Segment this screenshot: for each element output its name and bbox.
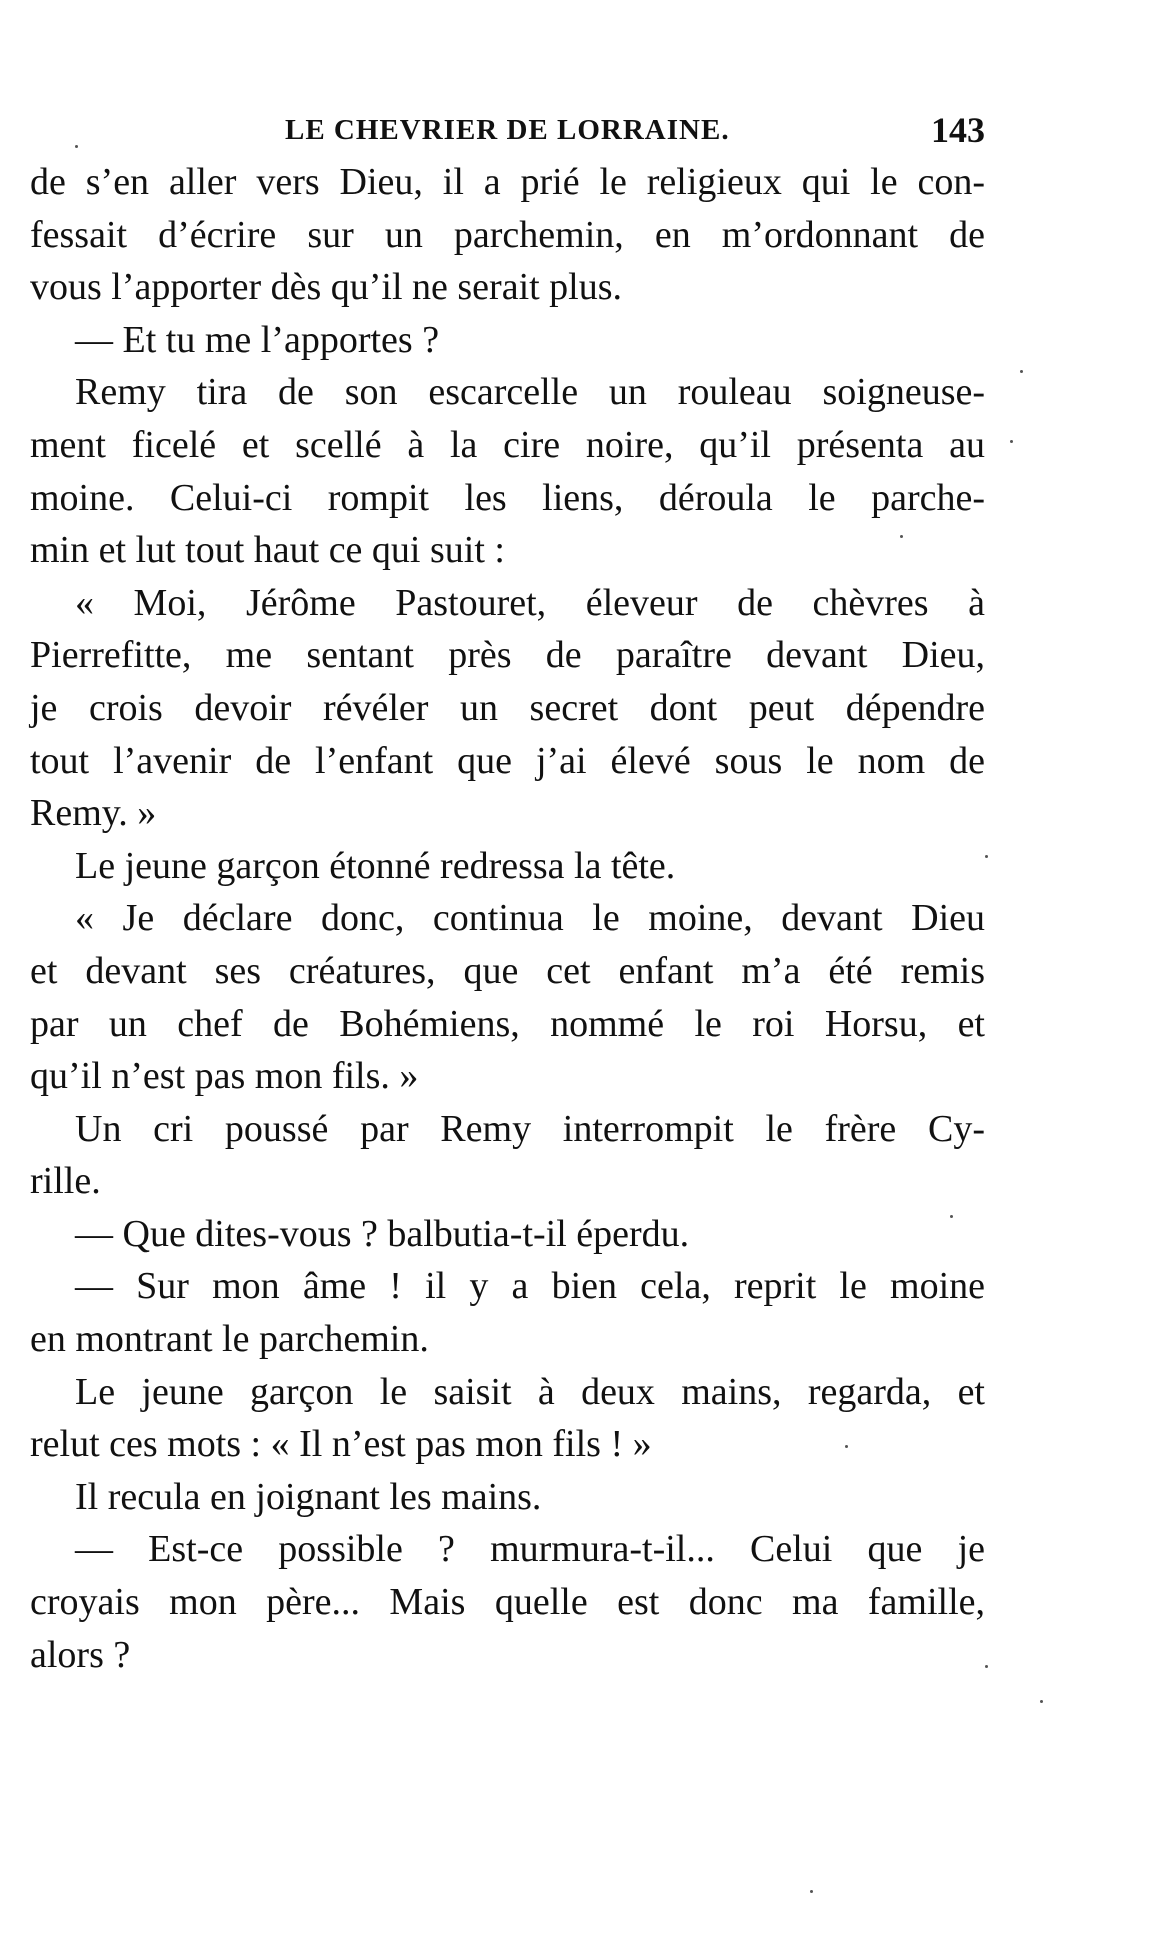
scan-speck xyxy=(1010,440,1013,443)
text-line: — Est-ce possible ? murmura-t-il... Celui que je xyxy=(75,1528,985,1571)
text-line: — Et tu me l’apportes ? xyxy=(75,318,440,361)
text-line: Un cri poussé par Remy interrompit le frère Cy- xyxy=(75,1107,985,1150)
text-line: et devant ses créatures, que cet enfant m’a été remis xyxy=(30,949,985,992)
text-line: Remy. » xyxy=(30,792,157,835)
scan-speck xyxy=(845,1445,848,1448)
text-line: Le jeune garçon étonné redressa la tête. xyxy=(75,844,676,887)
body-text xyxy=(30,156,985,1681)
text-line: Il recula en joignant les mains. xyxy=(75,1475,542,1518)
text-line: rille. xyxy=(30,1160,101,1203)
text-line: « Moi, Jérôme Pastouret, éleveur de chèvres à xyxy=(75,581,985,624)
scan-speck xyxy=(950,1215,953,1218)
text-line: relut ces mots : « Il n’est pas mon fils ! » xyxy=(30,1423,652,1466)
text-line: de s’en aller vers Dieu, il a prié le religieux qui le con- xyxy=(30,161,985,203)
text-line: tout l’avenir de l’enfant que j’ai élevé sous le nom de xyxy=(30,739,985,782)
scan-speck xyxy=(1020,370,1023,373)
text-line: fessait d’écrire sur un parchemin, en m’ordonnant de xyxy=(30,213,985,256)
scan-speck xyxy=(75,145,78,148)
text-line: « Je déclare donc, continua le moine, devant Dieu xyxy=(75,897,985,940)
scan-speck xyxy=(900,535,903,538)
text-line: en montrant le parchemin. xyxy=(30,1318,429,1361)
page-number: 143 xyxy=(931,110,985,150)
text-line: par un chef de Bohémiens, nommé le roi Horsu, et xyxy=(30,1002,985,1045)
scan-speck xyxy=(985,1665,988,1668)
text-line: alors ? xyxy=(30,1633,131,1676)
running-title: LE CHEVRIER DE LORRAINE. xyxy=(285,114,730,146)
scan-speck xyxy=(810,1890,813,1893)
text-line: je crois devoir révéler un secret dont peut dépendre xyxy=(30,686,985,729)
text-line: ment ficelé et scellé à la cire noire, qu’il présenta au xyxy=(30,423,985,466)
text-line: croyais mon père... Mais quelle est donc ma famille, xyxy=(30,1581,985,1624)
text-line: min et lut tout haut ce qui suit : xyxy=(30,529,505,572)
page-header xyxy=(30,110,985,150)
scan-speck xyxy=(1040,1700,1043,1703)
text-line: Remy tira de son escarcelle un rouleau soigneuse- xyxy=(75,371,985,414)
text-line: — Que dites-vous ? balbutia-t-il éperdu. xyxy=(75,1212,690,1255)
scan-speck xyxy=(985,855,988,858)
text-line: Pierrefitte, me sentant près de paraître devant Dieu, xyxy=(30,634,985,677)
text-line: Le jeune garçon le saisit à deux mains, regarda, et xyxy=(75,1370,985,1413)
text-line: — Sur mon âme ! il y a bien cela, reprit le moine xyxy=(75,1265,985,1308)
text-line: moine. Celui-ci rompit les liens, déroula le parche- xyxy=(30,476,985,519)
text-line: vous l’apporter dès qu’il ne serait plus. xyxy=(30,266,623,309)
text-line: qu’il n’est pas mon fils. » xyxy=(30,1055,419,1098)
